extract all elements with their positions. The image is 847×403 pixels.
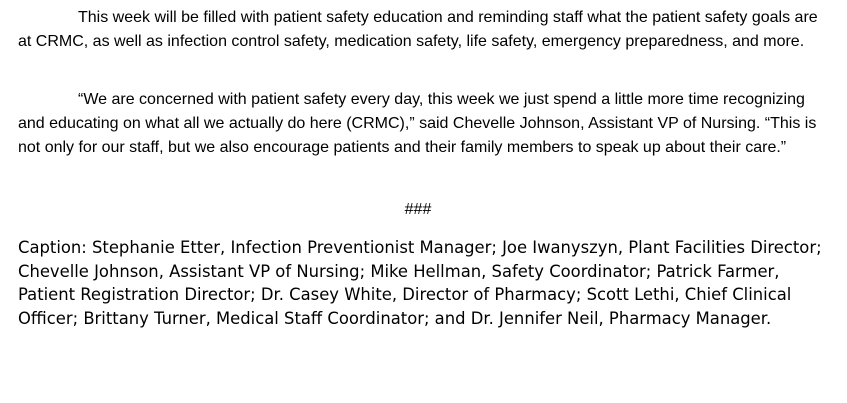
paragraph-patient-safety-week: This week will be filled with patient safety education and reminding staff what the patient safety goals are at CRMC, as well as infection control safety, medication safety, life safety, emergency preparedness, and more. bbox=[18, 9, 818, 50]
document-body bbox=[18, 6, 822, 330]
end-of-release-mark: ### bbox=[404, 201, 432, 218]
photo-caption: Caption: Stephanie Etter, Infection Preventionist Manager; Joe Iwanyszyn, Plant Facilities Director; Chevelle Johnson, Assistant VP of Nursing; Mike Hellman, Safety Coordinator; Patrick Farmer, Patient Registration Director; Dr. Casey White, Director of Pharmacy; Scott Lethi, Chief Clinical Officer; Brittany Turner, Medical Staff Coordinator; and Dr. Jennifer Neil, Pharmacy Manager. bbox=[18, 238, 822, 328]
paragraph-quote-chevelle-johnson: “We are concerned with patient safety every day, this week we just spend a little more time recognizing and educating on what all we actually do here (CRMC),” said Chevelle Johnson, Assistant VP of Nursing. “This is not only for our staff, but we also encourage patients and their family members to speak up about their care.” bbox=[18, 91, 817, 156]
